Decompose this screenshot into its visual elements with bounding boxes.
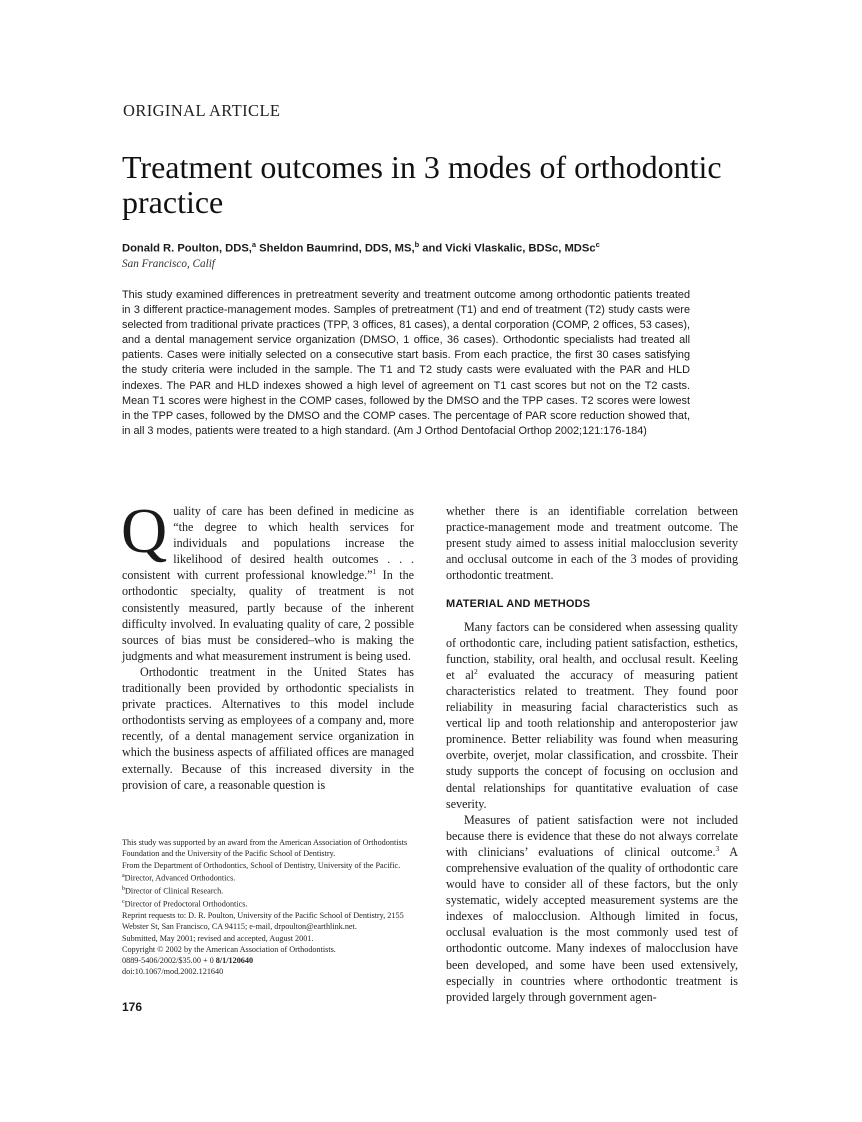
footnote-b-text: Director of Clinical Research. (125, 886, 224, 896)
footnote-doi: doi:10.1067/mod.2002.121640 (122, 967, 224, 977)
footnote-b-mark: b (122, 885, 125, 892)
footnote-support: This study was supported by an award from the American Association of Orthodontists Foundation and the University of the Pacific School of Dentistry. (122, 838, 408, 859)
paragraph-5-text-b: A comprehensive evaluation of the quality of orthodontic care would have to consider all of these factors, but the only systematic, widely accepted measurement systems are the indexes of malocclusion. Although limited in focus, occlusal evaluation is the most commonly used test of orthodontic outcome. Many indexes of malocclusion have been developed, and some have been used extensively, especially in countries where orthodontic treatment is provided largely through government agen- (446, 844, 738, 1004)
affiliation: San Francisco, Calif (122, 258, 215, 270)
footnote-copyright: Copyright © 2002 by the American Association of Orthodontists. (122, 944, 336, 954)
footnote-code-id: 8/1/120640 (215, 956, 254, 966)
author-line (122, 240, 762, 255)
footnote-code (122, 955, 418, 966)
paragraph-intro-text-a: uality of care has been defined in medicine as “the degree to which health services for individuals and populations increase the likelihood of desired health outcomes . . . consistent with current professional knowledge.” (122, 504, 414, 583)
footnote-c-mark: c (122, 898, 125, 905)
paragraph-5-text-a: Measures of patient satisfaction were not included because there is evidence that these do not always correlate with clinicians’ evaluations of clinical outcome. (446, 812, 738, 859)
body-column-right (446, 503, 738, 1005)
author-3: and Vicki Vlaskalic, BDSc, MDSc (419, 242, 596, 255)
drop-cap: Q (121, 495, 168, 566)
paragraph-5 (446, 812, 738, 1005)
footnote-department: From the Department of Orthodontics, School of Dentistry, University of the Pacific. (122, 860, 401, 870)
body-column-left (121, 495, 414, 793)
footnote-reprint: Reprint requests to: D. R. Poulton, University of the Pacific School of Dentistry, 2155 Webster St, San Francisco, CA 94115; e-mail, drpoulton@earthlink.net. (122, 910, 404, 932)
paragraph-3: whether there is an identifiable correlation between practice-management mode and treatment outcome. The present study aimed to assess initial malocclusion severity and occlusal outcome in each of the 3 modes of providing orthodontic treatment. (446, 504, 738, 583)
author-1: Donald R. Poulton, DDS, (122, 242, 252, 255)
footnote-code-price: 0889-5406/2002/$35.00 + 0 (122, 956, 216, 966)
footnote-c (122, 897, 418, 910)
section-label: ORIGINAL ARTICLE (123, 101, 281, 120)
abstract: This study examined differences in pretreatment severity and treatment outcome among orthodontic patients treated in 3 different practice-management modes. Samples of pretreatment (T1) and end of treatment (T2) study casts were selected from traditional private practices (TPP, 3 offices, 81 cases), a dental corporation (COMP, 2 offices, 53 cases), and a dental management service organization (DMSO, 1 office, 36 cases). Orthodontic specialists had treated all patients. Cases were initially selected on a consecutive start basis. From each practice, the first 30 cases satisfying the study criteria were included in the sample. The T1 and T2 study casts were evaluated with the PAR and HLD indexes. The PAR and HLD indexes showed a high level of agreement on T1 cast scores but not on the T2 casts. Mean T1 scores were highest in the COMP cases, followed by the DMSO and the TPP cases. T2 scores were lowest in the TPP cases, followed by the DMSO and the COMP cases. The percentage of PAR score reduction showed that, in all 3 modes, patients were treated to a high standard. (Am J Orthod Dentofacial Orthop 2002;121:176-184) (122, 289, 690, 437)
footnote-a-mark: a (122, 872, 125, 879)
author-2: Sheldon Baumrind, DDS, MS, (256, 242, 415, 255)
article-title: Treatment outcomes in 3 modes of orthodontic practice (122, 149, 722, 220)
footnote-b (122, 884, 418, 897)
footnote-a (122, 871, 418, 884)
reference-1: 1 (372, 567, 377, 577)
author-1-mark: a (251, 240, 257, 249)
author-3-mark: c (595, 240, 600, 249)
section-heading-methods: MATERIAL AND METHODS (446, 598, 591, 611)
footnote-a-text: Director, Advanced Orthodontics. (124, 873, 236, 883)
paragraph-intro (121, 495, 414, 664)
author-2-mark: b (414, 240, 420, 249)
reference-3: 3 (715, 843, 720, 853)
paragraph-4 (446, 619, 738, 812)
reference-2: 2 (473, 666, 478, 676)
footnote-c-text: Director of Predoctoral Orthodontics. (124, 899, 248, 909)
footnote-submitted: Submitted, May 2001; revised and accepted, August 2001. (122, 933, 314, 943)
paragraph-4-text-a: Many factors can be considered when assessing quality of orthodontic care, including patient satisfaction, esthetics, function, stability, oral health, and occlusal result. Keeling et al (446, 619, 738, 682)
footnotes (122, 837, 418, 978)
page-number: 176 (122, 1000, 143, 1014)
paragraph-intro-text-b: In the orthodontic specialty, quality of treatment is not consistently measured, partly because of the inherent difficulty involved. In evaluating quality of care, 2 possible sources of bias must be considered–who is making the judgments and what measurement instrument is being used. (122, 568, 414, 663)
paragraph-4-text-b: evaluated the accuracy of measuring patient characteristics related to treatment. They found poor reliability in measuring facial characteristics such as vertical lip and tooth relationship and anteroposterior jaw prominence. Better reliability was found when measuring overbite, overjet, molar classification, and crossbite. Their study supports the concept of focusing on occlusion and dental relationships for quantitative evaluation of case severity. (446, 667, 738, 811)
paragraph-2: Orthodontic treatment in the United States has traditionally been provided by orthodontic specialists in private practices. Alternatives to this model include orthodontists serving as employees of a company and, more recently, of a dental management service organization in which the business aspects of affiliated offices are managed externally. Because of this increased diversity in the provision of care, a reasonable question is (122, 664, 414, 792)
